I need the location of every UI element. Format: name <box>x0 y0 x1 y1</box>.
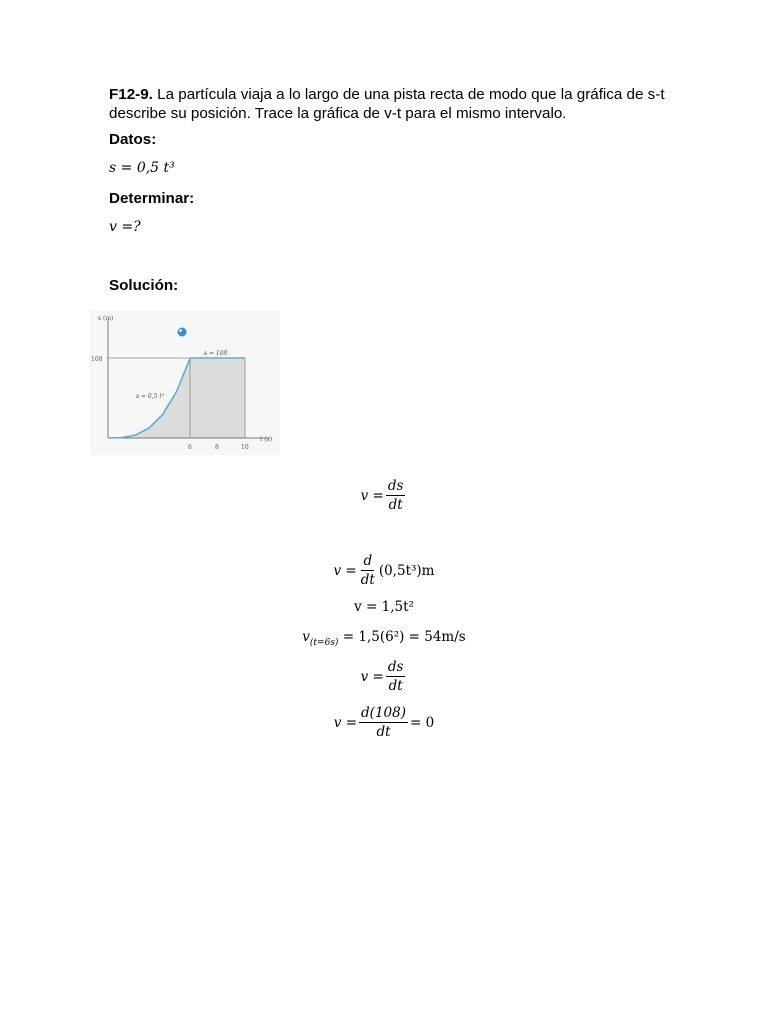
eq1-lhs: v = <box>360 487 384 504</box>
given-heading: Datos: <box>109 131 157 148</box>
eq6-lhs: v = <box>333 714 358 731</box>
x-tick-8: 8 <box>215 444 219 451</box>
unknown-heading: Determinar: <box>109 190 195 207</box>
eq1-den: dt <box>388 497 403 513</box>
s-axis-label: s (m) <box>98 315 114 322</box>
eq5-lhs: v = <box>360 668 384 685</box>
s-t-graph <box>90 310 280 455</box>
unknown-equation: v =? <box>109 219 141 235</box>
eq2-den: dt <box>360 572 375 588</box>
eq5-den: dt <box>388 678 403 694</box>
eq2-num: d <box>363 553 373 569</box>
x-tick-6: 6 <box>188 444 192 451</box>
equation-6 <box>0 705 768 740</box>
eq3-text: v = 1,5t² <box>354 599 414 615</box>
y-tick-108: 108 <box>91 356 103 363</box>
eq4-rest: = 1,5(6²) = 54m/s <box>342 629 466 645</box>
problem-label: F12-9. <box>109 86 153 103</box>
eq2-rest: (0,5t³)m <box>378 562 435 579</box>
solution-heading: Solución: <box>109 277 179 294</box>
eq2-lhs: v = <box>333 562 357 579</box>
problem-statement <box>109 85 669 123</box>
flat-label: s = 108 <box>204 350 228 357</box>
particle-highlight <box>179 329 182 332</box>
t-axis-label: t (s) <box>260 436 273 443</box>
eq4-sub: (t=6s) <box>309 638 339 648</box>
eq6-num: d(108) <box>361 705 406 721</box>
particle-icon <box>178 328 187 337</box>
eq6-den: dt <box>376 724 391 740</box>
equation-2 <box>0 553 768 588</box>
x-tick-10: 10 <box>241 444 249 451</box>
eq6-rest: = 0 <box>409 714 435 731</box>
problem-text: La partícula viaja a lo largo de una pista recta de modo que la gráfica de s-t describe su posición. Trace la gráfica de v-t para el mismo intervalo. <box>109 86 665 122</box>
equation-3 <box>0 599 768 615</box>
given-equation: s = 0,5 t³ <box>109 160 175 176</box>
equation-4 <box>0 629 768 648</box>
equation-5 <box>0 659 768 694</box>
eq4-lhs: v <box>302 629 310 645</box>
eq5-num: ds <box>387 659 404 675</box>
equation-1 <box>0 478 768 513</box>
curve-label: s = 0,5 t³ <box>136 393 165 400</box>
eq1-num: ds <box>387 478 404 494</box>
